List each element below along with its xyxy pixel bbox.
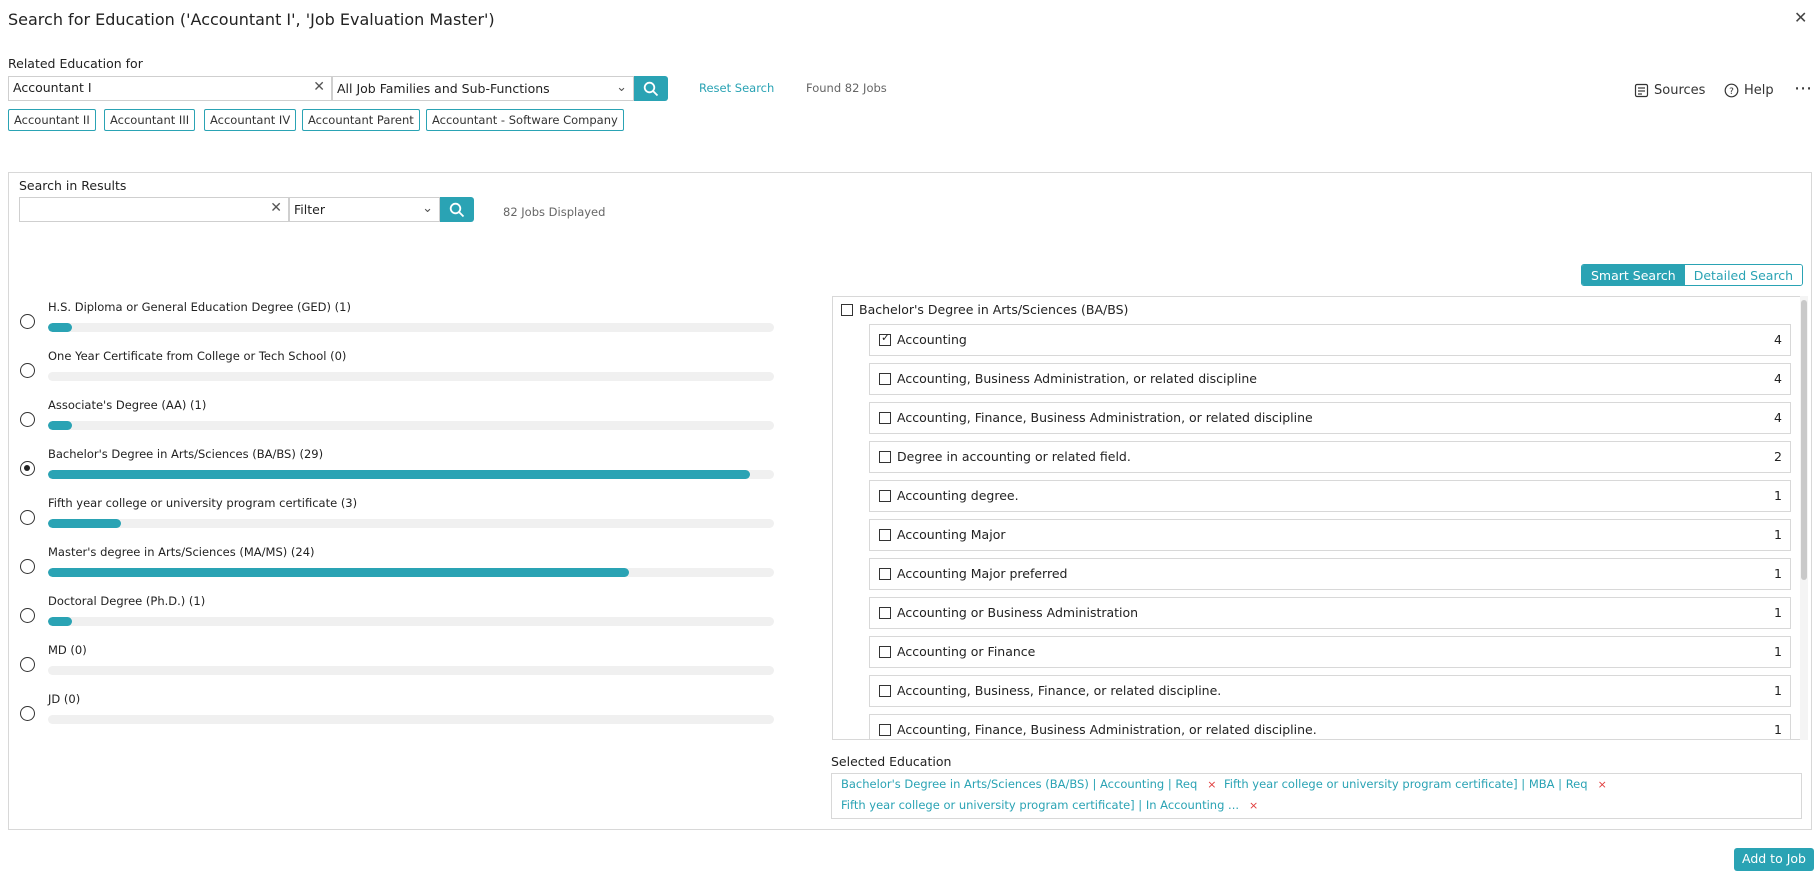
- major-label: Degree in accounting or related field.: [897, 449, 1131, 464]
- selected-education-text[interactable]: Bachelor's Degree in Arts/Sciences (BA/BS) | Accounting | Req: [841, 777, 1198, 791]
- major-row[interactable]: [869, 636, 1791, 668]
- ellipsis-icon[interactable]: ⋯: [1794, 78, 1813, 99]
- major-checkbox[interactable]: [879, 646, 891, 658]
- selected-education-item: [841, 798, 1258, 812]
- major-count: 2: [1774, 449, 1782, 464]
- clear-job-icon[interactable]: ✕: [313, 79, 325, 95]
- major-checkbox[interactable]: [879, 724, 891, 736]
- education-level-bar-fill: [48, 568, 629, 577]
- related-job-chip[interactable]: Accountant IV: [204, 109, 296, 131]
- major-checkbox[interactable]: [879, 568, 891, 580]
- major-checkbox[interactable]: [879, 685, 891, 697]
- major-row[interactable]: [869, 324, 1791, 356]
- remove-selected-icon[interactable]: ×: [1249, 798, 1259, 812]
- major-checkbox[interactable]: [879, 607, 891, 619]
- job-family-value: All Job Families and Sub-Functions: [337, 81, 550, 96]
- education-level-bar-track: [48, 519, 774, 528]
- remove-selected-icon[interactable]: ×: [1597, 777, 1607, 791]
- major-count: 1: [1774, 527, 1782, 542]
- major-label: Accounting, Business Administration, or related discipline: [897, 371, 1257, 386]
- education-level-radio[interactable]: [20, 608, 35, 623]
- education-level-label: Master's degree in Arts/Sciences (MA/MS) (24): [48, 545, 315, 559]
- major-row[interactable]: [869, 402, 1791, 434]
- detailed-search-toggle[interactable]: Detailed Search: [1685, 265, 1802, 285]
- education-level-bar-track: [48, 470, 774, 479]
- education-level-radio[interactable]: [20, 412, 35, 427]
- results-search-field: [19, 197, 289, 222]
- major-label: Accounting or Business Administration: [897, 605, 1139, 620]
- education-level-label: Doctoral Degree (Ph.D.) (1): [48, 594, 206, 608]
- parent-degree-label: Bachelor's Degree in Arts/Sciences (BA/BS): [859, 302, 1129, 317]
- education-level-bar-track: [48, 568, 774, 577]
- education-level-bar-track: [48, 421, 774, 430]
- selected-education-text[interactable]: Fifth year college or university program certificate] | In Accounting ...: [841, 798, 1240, 812]
- education-level-label: MD (0): [48, 643, 87, 657]
- major-label: Accounting, Finance, Business Administration, or related discipline: [897, 410, 1313, 425]
- major-label: Accounting degree.: [897, 488, 1019, 503]
- education-level-radio[interactable]: [20, 706, 35, 721]
- results-search-button[interactable]: [440, 197, 474, 222]
- major-count: 4: [1774, 332, 1782, 347]
- major-count: 1: [1774, 722, 1782, 737]
- major-count: 1: [1774, 566, 1782, 581]
- job-search-field: [8, 76, 332, 101]
- add-to-job-button[interactable]: Add to Job: [1734, 848, 1814, 871]
- chevron-down-icon: ⌄: [616, 80, 627, 95]
- education-level-bar-track: [48, 617, 774, 626]
- search-button[interactable]: [634, 76, 668, 101]
- related-job-chip[interactable]: Accountant II: [8, 109, 96, 131]
- education-level-bar-fill: [48, 519, 121, 528]
- education-level-radio[interactable]: [20, 314, 35, 329]
- education-level-radio[interactable]: [20, 510, 35, 525]
- education-level-radio[interactable]: [20, 461, 35, 476]
- selected-education-label: Selected Education: [831, 754, 952, 769]
- results-search-input[interactable]: [24, 201, 254, 216]
- education-level-bar-track: [48, 666, 774, 675]
- education-level-bar-fill: [48, 617, 72, 626]
- major-checkbox[interactable]: [879, 451, 891, 463]
- svg-text:?: ?: [1729, 87, 1734, 97]
- major-row[interactable]: [869, 558, 1791, 590]
- education-level-bar-track: [48, 715, 774, 724]
- major-checkbox[interactable]: [879, 373, 891, 385]
- dialog-title: Search for Education ('Accountant I', 'Job Evaluation Master'): [8, 10, 495, 29]
- education-level-label: Associate's Degree (AA) (1): [48, 398, 207, 412]
- major-row[interactable]: [869, 597, 1791, 629]
- related-job-chip[interactable]: Accountant III: [104, 109, 195, 131]
- major-checkbox[interactable]: [879, 334, 891, 346]
- education-level-bar-fill: [48, 421, 72, 430]
- remove-selected-icon[interactable]: ×: [1207, 777, 1217, 791]
- sources-label: Sources: [1654, 83, 1706, 98]
- sources-icon: [1634, 83, 1649, 98]
- reset-search-link[interactable]: Reset Search: [699, 81, 775, 95]
- found-jobs-count: Found 82 Jobs: [806, 81, 887, 95]
- education-level-bar-track: [48, 372, 774, 381]
- education-level-label: JD (0): [48, 692, 81, 706]
- major-label: Accounting Major: [897, 527, 1006, 542]
- job-search-input[interactable]: [13, 80, 303, 95]
- parent-degree-checkbox[interactable]: [841, 304, 853, 316]
- education-level-radio[interactable]: [20, 559, 35, 574]
- filter-value: Filter: [294, 202, 325, 217]
- help-label: Help: [1744, 83, 1774, 98]
- related-job-chip[interactable]: Accountant - Software Company: [426, 109, 624, 131]
- major-row[interactable]: [869, 675, 1791, 707]
- major-count: 1: [1774, 488, 1782, 503]
- major-row[interactable]: [869, 363, 1791, 395]
- search-icon: [643, 81, 659, 97]
- major-count: 4: [1774, 371, 1782, 386]
- major-label: Accounting, Business, Finance, or related discipline.: [897, 683, 1222, 698]
- education-level-bar-fill: [48, 470, 750, 479]
- smart-search-toggle[interactable]: Smart Search: [1582, 265, 1685, 285]
- major-row[interactable]: [869, 441, 1791, 473]
- search-in-results-label: Search in Results: [19, 178, 127, 193]
- filter-select[interactable]: [289, 197, 440, 222]
- selected-education-item: [1224, 777, 1607, 791]
- education-level-radio[interactable]: [20, 657, 35, 672]
- close-icon[interactable]: ✕: [1794, 8, 1808, 27]
- jobs-displayed-count: 82 Jobs Displayed: [503, 205, 606, 219]
- major-checkbox[interactable]: [879, 490, 891, 502]
- help-icon: [1724, 83, 1739, 98]
- search-mode-toggle: [1581, 264, 1803, 286]
- selected-education-item: [841, 777, 1216, 791]
- education-level-label: Fifth year college or university program certificate (3): [48, 496, 358, 510]
- related-education-label: Related Education for: [8, 56, 143, 71]
- major-label: Accounting: [897, 332, 967, 347]
- major-row[interactable]: [869, 480, 1791, 512]
- job-family-select[interactable]: [332, 76, 634, 101]
- education-level-label: Bachelor's Degree in Arts/Sciences (BA/BS) (29): [48, 447, 324, 461]
- selected-education-text[interactable]: Fifth year college or university program certificate] | MBA | Req: [1224, 777, 1588, 791]
- majors-scrollbar-thumb[interactable]: [1801, 300, 1807, 580]
- education-level-radio[interactable]: [20, 363, 35, 378]
- education-level-label: H.S. Diploma or General Education Degree (GED) (1): [48, 300, 351, 314]
- education-level-bar-track: [48, 323, 774, 332]
- major-count: 1: [1774, 683, 1782, 698]
- education-level-label: One Year Certificate from College or Tech School (0): [48, 349, 347, 363]
- major-count: 4: [1774, 410, 1782, 425]
- help-button[interactable]: [1724, 83, 1774, 98]
- education-level-bar-fill: [48, 323, 72, 332]
- major-label: Accounting Major preferred: [897, 566, 1068, 581]
- major-row[interactable]: [869, 519, 1791, 551]
- major-label: Accounting, Finance, Business Administration, or related discipline.: [897, 722, 1317, 737]
- clear-results-icon[interactable]: ✕: [270, 200, 282, 216]
- related-job-chip[interactable]: Accountant Parent: [302, 109, 420, 131]
- major-count: 1: [1774, 644, 1782, 659]
- major-checkbox[interactable]: [879, 412, 891, 424]
- chevron-down-icon: ⌄: [422, 201, 433, 216]
- major-count: 1: [1774, 605, 1782, 620]
- search-icon: [449, 202, 465, 218]
- major-label: Accounting or Finance: [897, 644, 1036, 659]
- major-checkbox[interactable]: [879, 529, 891, 541]
- sources-button[interactable]: [1634, 83, 1705, 98]
- major-row[interactable]: [869, 714, 1791, 740]
